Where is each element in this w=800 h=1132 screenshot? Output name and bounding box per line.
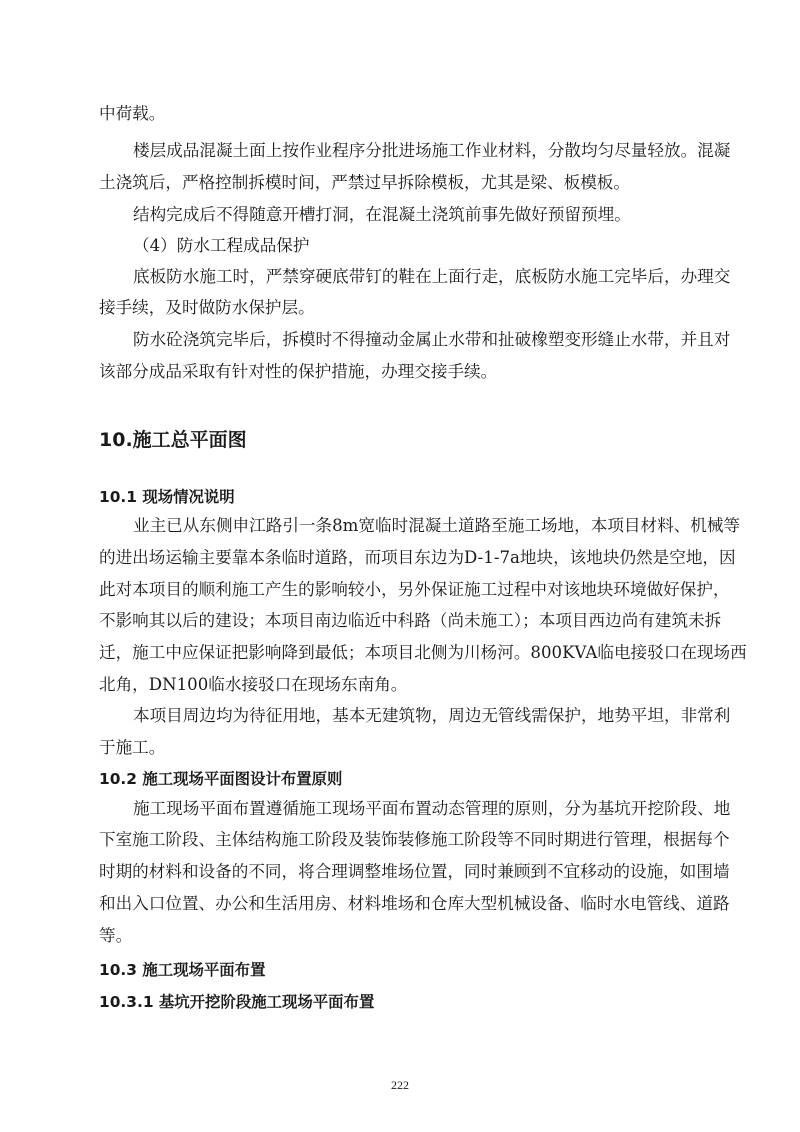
- paragraph-line: 此对本项目的顺利施工产生的影响较小，另外保证施工过程中对该地块环境做好保护，: [99, 580, 730, 599]
- paragraph-line: 业主已从东侧申江路引一条8m宽临时混凝土道路至施工场地，本项目材料、机械等: [133, 516, 741, 535]
- paragraph-line: 防水砼浇筑完毕后，拆模时不得撞动金属止水带和扯破橡塑变形缝止水带，并且对: [133, 330, 731, 349]
- subsection-heading: 10.3 施工现场平面布置: [99, 961, 266, 979]
- subsubsection-heading: 10.3.1 基坑开挖阶段施工现场平面布置: [99, 993, 375, 1011]
- page-number: 222: [391, 1078, 409, 1092]
- paragraph-line: 楼层成品混凝土面上按作业程序分批进场施工作业材料，分散均匀尽量轻放。混凝: [133, 141, 731, 160]
- subheading-waterproofing: （4）防水工程成品保护: [133, 236, 310, 255]
- paragraph-line: 结构完成后不得随意开槽打洞，在混凝土浇筑前事先做好预留预埋。: [133, 205, 631, 224]
- paragraph-line: 接手续，及时做防水保护层。: [99, 298, 315, 317]
- paragraph-line: 的进出场运输主要靠本条临时道路，而项目东边为D-1-7a地块，该地块仍然是空地，因: [99, 548, 736, 567]
- paragraph-line: 中荷载。: [99, 104, 166, 123]
- paragraph-line: 下室施工阶段、主体结构施工阶段及装饰装修施工阶段等不同时期进行管理，根据每个: [99, 830, 730, 849]
- subsection-heading: 10.2 施工现场平面图设计布置原则: [99, 770, 343, 788]
- subsection-heading: 10.1 现场情况说明: [99, 488, 235, 506]
- paragraph-line: 本项目周边均为待征用地，基本无建筑物，周边无管线需保护，地势平坦，非常利: [133, 706, 731, 725]
- paragraph-line: 时期的材料和设备的不同，将合理调整堆场位置，同时兼顾到不宜移动的设施，如围墙: [99, 862, 730, 881]
- paragraph-line: 和出入口位置、办公和生活用房、材料堆场和仓库大型机械设备、临时水电管线、道路: [99, 894, 730, 913]
- paragraph-line: 北角，DN100临水接驳口在现场东南角。: [99, 675, 408, 694]
- section-heading: 10.施工总平面图: [99, 429, 247, 451]
- paragraph-line: 底板防水施工时，严禁穿硬底带钉的鞋在上面行走，底板防水施工完毕后，办理交: [133, 267, 731, 286]
- paragraph-line: 不影响其以后的建设；本项目南边临近中科路（尚未施工）；本项目西边尚有建筑未拆: [99, 611, 722, 630]
- paragraph-line: 于施工。: [99, 738, 166, 757]
- paragraph-line: 该部分成品采取有针对性的保护措施，办理交接手续。: [99, 362, 498, 381]
- paragraph-line: 施工现场平面布置遵循施工现场平面布置动态管理的原则，分为基坑开挖阶段、地: [133, 799, 731, 818]
- paragraph-line: 等。: [99, 926, 133, 945]
- paragraph-line: 迁，施工中应保证把影响降到最低；本项目北侧为川杨河。800KVA临电接驳口在现场西: [99, 643, 747, 662]
- paragraph-line: 土浇筑后，严格控制拆模时间，严禁过早拆除模板，尤其是梁、板模板。: [99, 173, 630, 192]
